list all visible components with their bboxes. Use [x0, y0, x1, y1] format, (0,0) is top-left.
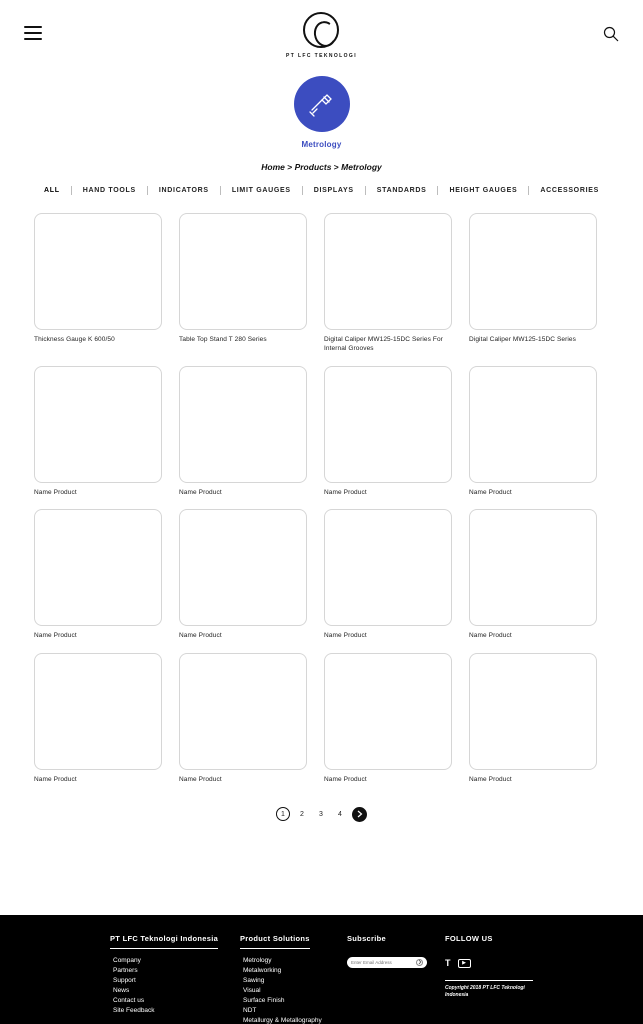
product-title: Name Product	[179, 776, 222, 784]
breadcrumb-sep-2: >	[333, 162, 339, 172]
product-thumbnail[interactable]	[179, 509, 307, 626]
footer-link-support[interactable]: Support	[113, 976, 136, 984]
product-card[interactable]	[179, 213, 307, 354]
product-card[interactable]	[469, 509, 597, 641]
footer-link-partners[interactable]: Partners	[113, 966, 138, 974]
footer-link-contact-us[interactable]: Contact us	[113, 996, 145, 1004]
product-title: Thickness Gauge K 600/50	[34, 336, 115, 343]
youtube-icon[interactable]: ▶	[458, 959, 471, 968]
site-footer	[0, 915, 643, 1024]
footer-link-sawing[interactable]: Sawing	[243, 976, 265, 984]
breadcrumb	[0, 162, 643, 172]
footer-link-visual[interactable]: Visual	[243, 986, 261, 994]
pagination-page-2[interactable]: 2	[300, 810, 304, 818]
product-card[interactable]	[34, 509, 162, 641]
product-title: Name Product	[34, 632, 77, 640]
filter-tab-limit-gauges[interactable]: LIMIT GAUGES	[231, 187, 291, 194]
footer-link-surface-finish[interactable]: Surface Finish	[243, 996, 285, 1004]
filter-tab-accessories[interactable]: ACCESSORIES	[540, 187, 599, 194]
pagination	[0, 807, 643, 822]
product-title: Digital Caliper MW125-15DC Series For Internal Grooves	[324, 336, 443, 352]
logo-text: PT LFC TEKNOLOGI	[285, 53, 357, 59]
product-card[interactable]	[34, 366, 162, 498]
filter-tab-hand-tools[interactable]: HAND TOOLS	[82, 187, 136, 194]
product-card[interactable]	[324, 509, 452, 641]
filter-tab-displays[interactable]: DISPLAYS	[313, 187, 354, 194]
product-title: Name Product	[469, 488, 512, 496]
filter-tabs	[0, 186, 643, 195]
chevron-right-icon	[418, 959, 422, 965]
product-card[interactable]	[179, 509, 307, 641]
product-thumbnail[interactable]	[324, 213, 452, 330]
product-card[interactable]	[34, 653, 162, 785]
footer-heading-subscribe: Subscribe	[347, 934, 386, 943]
footer-heading-company: PT LFC Teknologi Indonesia	[110, 933, 218, 949]
copyright-text: Copyright 2018 PT LFC Teknologi Indonesia	[445, 980, 533, 1001]
subscribe-email-input[interactable]	[351, 960, 411, 965]
product-thumbnail[interactable]	[324, 366, 452, 483]
product-thumbnail[interactable]	[179, 213, 307, 330]
product-title: Digital Caliper MW125-15DC Series	[469, 336, 576, 343]
search-icon[interactable]	[603, 26, 619, 42]
product-card[interactable]	[179, 653, 307, 785]
logo-mark-icon	[303, 12, 339, 48]
product-thumbnail[interactable]	[324, 653, 452, 770]
breadcrumb-sep-1: >	[287, 162, 293, 172]
filter-tab-height-gauges[interactable]: HEIGHT GAUGES	[449, 187, 518, 194]
product-card[interactable]	[469, 213, 597, 354]
filter-tab-indicators[interactable]: INDICATORS	[158, 187, 209, 194]
footer-link-ndt[interactable]: NDT	[243, 1006, 257, 1014]
product-thumbnail[interactable]	[469, 509, 597, 626]
product-title: Name Product	[469, 632, 512, 640]
twitter-icon[interactable]: T	[445, 957, 451, 968]
product-thumbnail[interactable]	[34, 366, 162, 483]
footer-link-site-feedback[interactable]: Site Feedback	[113, 1006, 155, 1014]
product-title: Name Product	[179, 632, 222, 640]
product-thumbnail[interactable]	[469, 366, 597, 483]
site-logo[interactable]	[286, 12, 357, 59]
hamburger-icon[interactable]	[24, 26, 42, 40]
caliper-icon	[294, 76, 350, 132]
breadcrumb-current: Metrology	[341, 162, 382, 172]
category-label: Metrology	[301, 140, 342, 149]
product-card[interactable]	[469, 366, 597, 498]
product-title: Name Product	[179, 488, 222, 496]
product-card[interactable]	[469, 653, 597, 785]
product-card[interactable]	[324, 366, 452, 498]
product-card[interactable]	[34, 213, 162, 354]
product-thumbnail[interactable]	[34, 653, 162, 770]
filter-tab-standards[interactable]: STANDARDS	[376, 187, 427, 194]
product-thumbnail[interactable]	[324, 509, 452, 626]
footer-link-metrology[interactable]: Metrology	[243, 956, 272, 964]
social-links	[445, 957, 565, 971]
product-grid	[34, 213, 609, 785]
pagination-page-1[interactable]: 1	[276, 807, 290, 821]
footer-column-follow	[445, 933, 565, 1024]
product-thumbnail[interactable]	[179, 366, 307, 483]
subscribe-submit-button[interactable]	[416, 959, 423, 966]
footer-heading-solutions: Product Solutions	[240, 933, 310, 949]
product-title: Name Product	[469, 776, 512, 784]
product-card[interactable]	[324, 653, 452, 785]
product-card[interactable]	[179, 366, 307, 498]
footer-heading-follow: FOLLOW US	[445, 934, 493, 943]
footer-link-metallurgy[interactable]: Metallurgy & Metallography	[243, 1017, 322, 1024]
product-thumbnail[interactable]	[34, 213, 162, 330]
breadcrumb-products[interactable]: Products	[294, 162, 332, 172]
product-thumbnail[interactable]	[469, 653, 597, 770]
footer-column-solutions	[240, 933, 347, 1024]
footer-link-company[interactable]: Company	[113, 956, 141, 964]
product-thumbnail[interactable]	[179, 653, 307, 770]
product-title: Table Top Stand T 280 Series	[179, 336, 267, 343]
footer-link-metalworking[interactable]: Metalworking	[243, 966, 282, 974]
chevron-right-icon	[357, 810, 363, 818]
product-title: Name Product	[324, 632, 367, 640]
pagination-next-button[interactable]	[352, 807, 367, 822]
breadcrumb-home[interactable]: Home	[261, 162, 285, 172]
subscribe-field[interactable]	[347, 957, 427, 968]
product-title: Name Product	[34, 488, 77, 496]
product-title: Name Product	[324, 776, 367, 784]
product-card[interactable]	[324, 213, 452, 354]
pagination-page-3[interactable]: 3	[319, 810, 323, 818]
filter-tab-all[interactable]: ALL	[44, 187, 60, 194]
product-thumbnail[interactable]	[34, 509, 162, 626]
footer-link-news[interactable]: News	[113, 986, 130, 994]
product-title: Name Product	[34, 776, 77, 784]
product-thumbnail[interactable]	[469, 213, 597, 330]
footer-column-subscribe	[347, 933, 445, 1024]
pagination-page-4[interactable]: 4	[338, 810, 342, 818]
product-title: Name Product	[324, 488, 367, 496]
footer-column-company	[110, 933, 240, 1024]
site-header	[0, 0, 643, 70]
category-header	[0, 76, 643, 149]
